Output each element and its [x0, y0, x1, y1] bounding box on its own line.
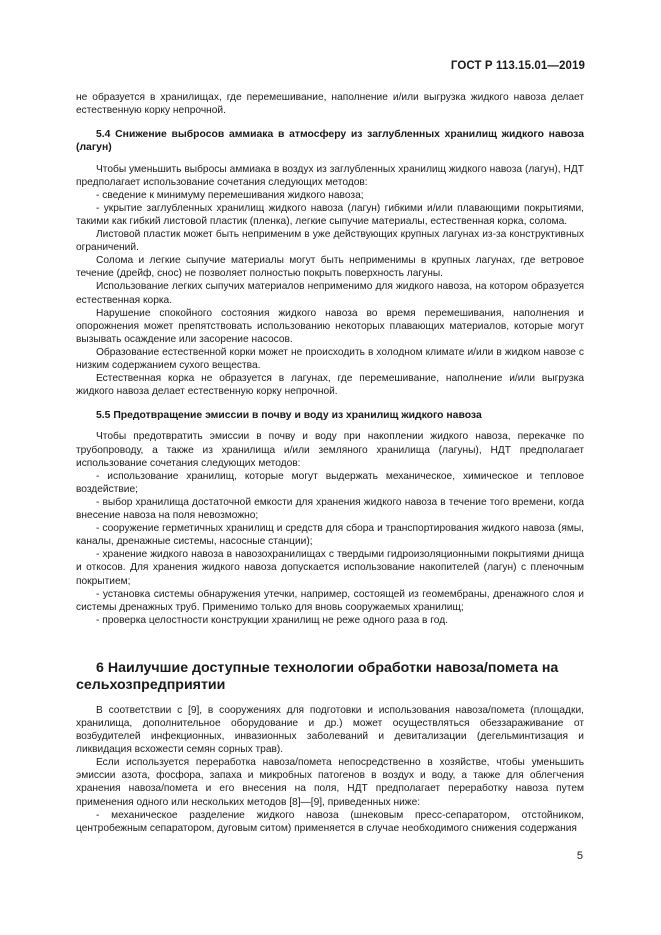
- paragraph: Солома и легкие сыпучие материалы могут быть неприменимы в крупных лагунах, где ветровое течение (дрейф, снос) не позволяет полностью покрыть поверхность лагуны.: [76, 255, 584, 280]
- list-item: - использование хранилищ, которые могут выдержать механическое, химическое и тепловое воздействие;: [76, 470, 584, 495]
- page-number: 5: [576, 850, 583, 862]
- paragraph: Образование естественной корки может не происходить в холодном климате и/или в жидком навозе с низким содержанием сухого вещества.: [76, 346, 584, 371]
- document-header: ГОСТ Р 113.15.01—2019: [450, 60, 585, 72]
- list-item: - сооружение герметичных хранилищ и средств для сбора и транспортирования жидкого навоза (ямы, каналы, дренажные системы, насосные станции);: [76, 523, 584, 548]
- list-item: - хранение жидкого навоза в навозохранилищах с твердыми гидроизоляционными покрытиями днища и откосов. Для хранения жидкого навоза допускается использование накопителей (лагун) с пленочным покрытием;: [76, 549, 584, 587]
- list-item: - выбор хранилища достаточной емкости для хранения жидкого навоза в течение того времени, когда внесение навоза на поля невозможно;: [76, 496, 584, 522]
- paragraph: Нарушение спокойного состояния жидкого навоза во время перемешивания, наполнения и опорожнения может препятствовать использованию некоторых плавающих материалов, которые могут вызывать осаждение или засорение насосов.: [76, 307, 584, 345]
- paragraph: Листовой пластик может быть неприменим в уже действующих крупных лагунах из-за конструктивных ограничений.: [76, 229, 584, 254]
- paragraph: Чтобы предотвратить эмиссии в почву и воду при накоплении жидкого навоза, перекачке по трубопроводу, а также из хранилища и/или земляного хранилища (лагуны), НДТ предполагает использование сочетания следующих методов:: [76, 431, 584, 469]
- list-item: - установка системы обнаружения утечки, например, состоящей из геомембраны, дренажного слоя и системы дренажных труб. Применимо только для вновь сооружаемых хранилищ;: [76, 588, 584, 613]
- list-item: - проверка целостности конструкции хранилищ не реже одного раза в год.: [96, 614, 448, 626]
- intro-paragraph: не образуется в хранилищах, где перемешивание, наполнение и/или выгрузка жидкого навоза делает естественную корку непрочной.: [76, 92, 584, 117]
- section-5-4-heading: 5.4 Снижение выбросов аммиака в атмосферу из заглубленных хранилищ жидкого навоза (лагун): [76, 129, 584, 154]
- paragraph: Естественная корка не образуется в лагунах, где перемешивание, наполнение и/или выгрузка жидкого навоза делает естественную корку непрочной.: [76, 373, 584, 398]
- paragraph: Если используется переработка навоза/помета непосредственно в хозяйстве, чтобы уменьшить эмиссии азота, фосфора, запаха и микробных патогенов в воздух и воду, а также для облегчения хранения навоза/помета и его внесения на поля, НДТ предполагает переработку навоза путем применения одного или нескольких методов [8]—[9], приведенных ниже:: [76, 757, 584, 808]
- list-item: - сведение к минимуму перемешивания жидкого навоза;: [96, 189, 364, 201]
- paragraph: В соответствии с [9], в сооружениях для подготовки и использования навоза/помета (площадки, хранилища, дополнительное оборудование и др.) может осуществляться обеззараживание от возбудителей инфекционных, инвазионных заболеваний и девитализации (дегельминтизация и ликвидация всхожести семян сорных трав).: [76, 704, 584, 756]
- list-item: - механическое разделение жидкого навоза (шнековым пресс-сепаратором, отстойником, центробежным сепаратором, дуговым ситом) применяется в случае необходимого снижения содержания: [76, 809, 584, 834]
- paragraph: Использование легких сыпучих материалов неприменимо для жидкого навоза, на котором образуется естественная корка.: [76, 281, 584, 306]
- document-body: [76, 91, 584, 835]
- list-item: - укрытие заглубленных хранилищ жидкого навоза (лагун) гибкими и/или плавающими покрытиями, такими как гибкий листовой пластик (пленка), легкие сыпучие материалы, естественная корка, солома.: [76, 202, 584, 227]
- section-6-heading: 6 Наилучшие доступные технологии обработки навоза/помета на сельхозпредприятии: [76, 659, 559, 693]
- paragraph: Чтобы уменьшить выбросы аммиака в воздух из заглубленных хранилищ жидкого навоза (лагун), НДТ предполагает использование сочетания следующих методов:: [76, 163, 584, 188]
- section-5-5-heading: 5.5 Предотвращение эмиссии в почву и воду из хранилищ жидкого навоза: [96, 410, 482, 422]
